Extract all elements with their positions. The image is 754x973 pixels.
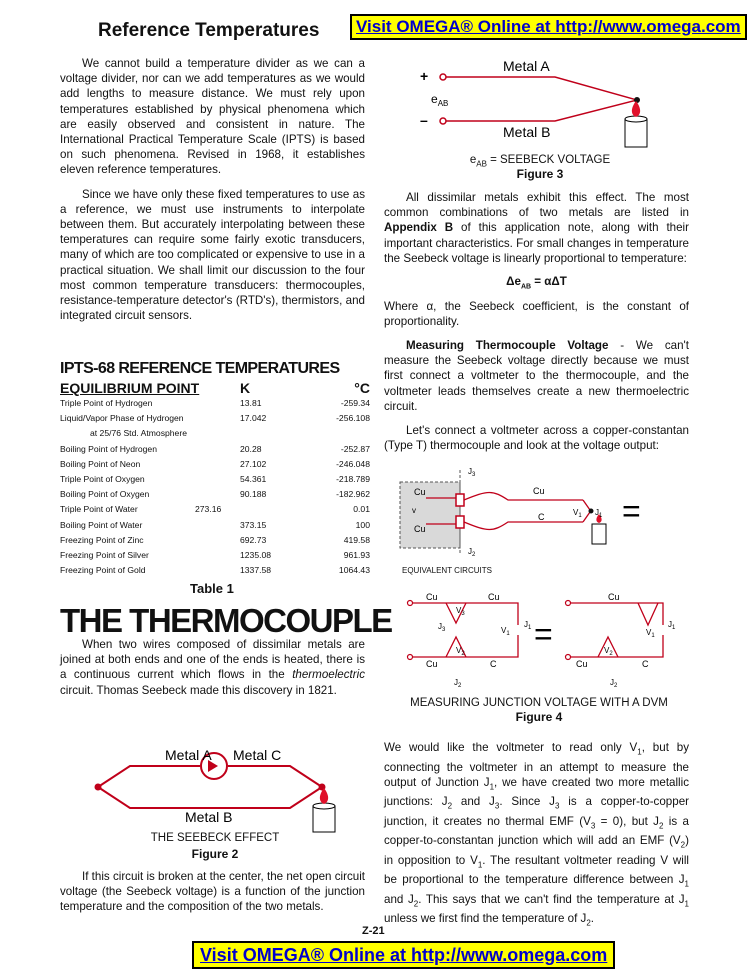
c-label: C <box>538 512 545 522</box>
figure-4-caption: MEASURING JUNCTION VOLTAGE WITH A DVM <box>410 697 668 709</box>
equals-sign: = <box>622 493 641 529</box>
table-cell-kelvin: 1235.08 <box>240 549 272 560</box>
table-cell-celsius: -252.87 <box>340 443 370 454</box>
table-cell-celsius: -246.048 <box>336 458 370 469</box>
figure-3-caption: $e_{AB}$ = SEEBECK VOLTAGE <box>469 154 611 169</box>
v3-label: $V_3$ <box>456 606 465 617</box>
figure-4-label: Figure 4 <box>515 710 563 724</box>
table-cell-point: Boiling Point of Neon <box>60 458 141 469</box>
figure-3-seebeck-voltage <box>415 55 660 155</box>
figure-2-label: Figure 2 <box>191 847 239 861</box>
j3-label: $J_3$ <box>468 467 476 478</box>
figure-2-caption: THE SEEBECK EFFECT <box>150 832 280 844</box>
figure-4-equivalent-circuit <box>398 585 698 695</box>
section-title-thermocouple: THE THERMOCOUPLE <box>60 602 392 639</box>
table-row <box>60 548 370 563</box>
j2-label: $J_2$ <box>454 678 462 689</box>
j1-label: $J_1$ <box>668 620 676 631</box>
table-cell-point: Freezing Point of Zinc <box>60 534 144 545</box>
v1-label: $V_1$ <box>573 508 582 519</box>
table-cell-point: at 25/76 Std. Atmosphere <box>90 428 187 439</box>
right-text-1 <box>384 190 689 462</box>
equals-sign: = <box>534 616 553 652</box>
table-caption: Table 1 <box>190 581 234 596</box>
metal-a-label: Metal A <box>165 747 212 763</box>
table-cell-celsius: -218.789 <box>336 473 370 484</box>
v2-label: $V_2$ <box>604 646 613 657</box>
table-row <box>60 563 370 578</box>
table-row <box>60 426 370 441</box>
paragraph: We would like the voltmeter to read only $V_1$, but by connecting the voltmeter in an attempt to measure the output of Junction $J_1$, we have created two more metallic junctions: $J_2$ and $J_3$. Since $J_3$ is a copper-to-copper junction, it creates no thermal EMF $(V_3 = 0)$, but $J_2$ is a copper-to-constantan junction which will add an EMF $(V_2)$ in opposition to $V_1$. The resultant voltmeter reading V will be proportional to the temperature difference between $J_1$ and $J_2$. This says that we can't find the temperature at $J_1$ unless we first find the temperature of $J_2$. <box>384 741 690 928</box>
cu-label: Cu <box>488 592 500 602</box>
cu-label: Cu <box>414 524 426 534</box>
paragraph: Measuring Thermocouple Voltage - We can't measure the Seebeck voltage directly because we must first connect a voltmeter to the thermocouple, and the voltmeter leads themselves create a new thermoelectric circuit. <box>384 338 689 413</box>
table-cell-celsius: 419.58 <box>343 534 370 545</box>
j1-label: $J_1$ <box>595 508 603 519</box>
table-row <box>60 396 370 411</box>
table-cell-celsius: -182.962 <box>336 489 370 500</box>
table-row <box>60 487 370 502</box>
paragraph: Since we have only these fixed temperatures to use as a reference, we must use instruments to interpolate between them. But accurately interpolating between these temperatures can require some fairly exotic transducers, many of which are too complicated or expensive to use in a practical situation. We shall limit our discussion to the four most common temperature transducers: thermocouples, resistance-temperature detector's (RTD's), thermistors, and integrated circuit sensors. <box>60 187 365 323</box>
paragraph: When two wires composed of dissimilar metals are joined at both ends and one of the ends is heated, there is a continuous current which flows in the thermoelectric circuit. Thomas Seebeck made this discovery in 1821. <box>60 638 365 697</box>
cu-label: Cu <box>426 659 438 669</box>
candle-icon <box>625 101 647 147</box>
j2-label: $J_2$ <box>610 678 618 689</box>
cu-label: Cu <box>608 592 620 602</box>
right-text-2 <box>384 740 689 940</box>
paragraph: Where α, the Seebeck coefficient, is the constant of proportionality. <box>384 299 689 328</box>
table-cell-kelvin: 20.28 <box>240 443 262 454</box>
left-intro-text <box>60 56 365 332</box>
table-cell-kelvin: 1337.58 <box>240 565 272 576</box>
table-cell-kelvin: 692.73 <box>240 534 267 545</box>
ipts-table <box>60 396 370 578</box>
table-cell-celsius: 0.01 <box>353 504 370 515</box>
paragraph: All dissimilar metals exhibit this effect. The most common combinations of two metals are listed in Appendix B of this application note, along with their important characteristics. For small changes in temperature the Seebeck voltage is linearly proportional to temperature: <box>384 191 689 265</box>
c-label: C <box>642 659 649 669</box>
page-number: Z-21 <box>362 925 385 937</box>
table-cell-kelvin: 17.042 <box>240 413 267 424</box>
omega-link-banner-bottom[interactable]: Visit OMEGA® Online at http://www.omega.com <box>192 941 615 969</box>
cu-label: Cu <box>576 659 588 669</box>
plus-sign: + <box>420 68 429 84</box>
cu-label: Cu <box>414 487 426 497</box>
header-kelvin: K <box>240 380 251 396</box>
figure-4-voltmeter-circuit <box>398 462 678 582</box>
table-row <box>60 411 370 426</box>
equivalent-circuits-label: EQUIVALENT CIRCUITS <box>402 566 492 575</box>
cu-label: Cu <box>426 592 438 602</box>
table-cell-point: Liquid/Vapor Phase of Hydrogen <box>60 413 184 424</box>
left-closing-text <box>60 869 365 924</box>
table-cell-kelvin: 90.188 <box>240 489 267 500</box>
section-heading-reference-temperatures: Reference Temperatures <box>98 20 320 41</box>
table-cell-celsius: -259.34 <box>340 398 370 408</box>
v1-label: $V_1$ <box>646 628 655 639</box>
table-cell-kelvin: 13.81 <box>240 398 262 408</box>
seebeck-equation: $\Delta e_{AB} = \alpha\Delta T$ <box>506 275 567 291</box>
header-celsius: °C <box>354 380 370 396</box>
table-cell-point: Boiling Point of Water <box>60 519 143 530</box>
table-cell-point: Triple Point of Water <box>60 504 138 515</box>
minus-sign: – <box>420 112 428 128</box>
paragraph: If this circuit is broken at the center, the net open circuit voltage (the Seebeck voltage) is a function of the junction temperature and the composition of the two metals. <box>60 870 365 914</box>
metal-a-label: Metal A <box>503 58 550 74</box>
table-cell-point: Freezing Point of Gold <box>60 565 146 576</box>
table-cell-kelvin: 54.361 <box>240 473 267 484</box>
table-cell-point: Triple Point of Hydrogen <box>60 398 153 408</box>
cu-label: Cu <box>533 486 545 496</box>
table-cell-kelvin: 27.102 <box>240 458 267 469</box>
thermocouple-intro-text <box>60 637 365 707</box>
j2-label: $J_2$ <box>468 547 476 558</box>
table-cell-point: Freezing Point of Silver <box>60 549 149 560</box>
paragraph: Let's connect a voltmeter across a copper-constantan (Type T) thermocouple and look at the voltage output: <box>384 423 689 453</box>
figure-3-label: Figure 3 <box>516 167 564 181</box>
ipts-table-title: IPTS-68 REFERENCE TEMPERATURES <box>60 360 340 377</box>
v1-label: $V_1$ <box>501 626 510 637</box>
j1-label: $J_1$ <box>524 620 532 631</box>
table-row <box>60 502 370 517</box>
table-cell-celsius: 100 <box>355 519 370 530</box>
table-row <box>60 533 370 548</box>
omega-link-banner-top[interactable]: Visit OMEGA® Online at http://www.omega.com <box>350 14 747 40</box>
paragraph: We cannot build a temperature divider as we can a voltage divider, nor can we add temperatures as we would add lengths to measure distance. We must rely upon temperatures established by physical phenomena which are easily observed and consistent in nature. The International Practical Temperature Scale (IPTS) is based on such phenomena. Revised in 1968, it establishes eleven reference temperatures. <box>60 57 365 177</box>
j3-label: $J_3$ <box>438 622 446 633</box>
table-row <box>60 457 370 472</box>
eab-label: $e_{AB}$ <box>431 92 449 108</box>
table-cell-celsius: 961.93 <box>343 549 370 560</box>
header-equilibrium-point: EQUILIBRIUM POINT <box>60 380 200 396</box>
table-row <box>60 472 370 487</box>
table-row <box>60 518 370 533</box>
table-cell-kelvin: 273.16 <box>195 504 222 515</box>
v2-label: $V_2$ <box>456 646 465 657</box>
metal-b-label: Metal B <box>185 809 233 825</box>
table-cell-point: Boiling Point of Oxygen <box>60 489 150 500</box>
table-cell-celsius: -256.108 <box>336 413 370 424</box>
metal-c-label: Metal C <box>233 747 282 763</box>
table-cell-kelvin: 373.15 <box>240 519 267 530</box>
table-cell-celsius: 1064.43 <box>338 565 370 576</box>
table-cell-point: Triple Point of Oxygen <box>60 473 145 484</box>
table-cell-point: Boiling Point of Hydrogen <box>60 443 157 454</box>
v-label: v <box>412 506 416 515</box>
table-row <box>60 442 370 457</box>
c-label: C <box>490 659 497 669</box>
candle-icon <box>313 788 335 832</box>
metal-b-label: Metal B <box>503 124 551 140</box>
